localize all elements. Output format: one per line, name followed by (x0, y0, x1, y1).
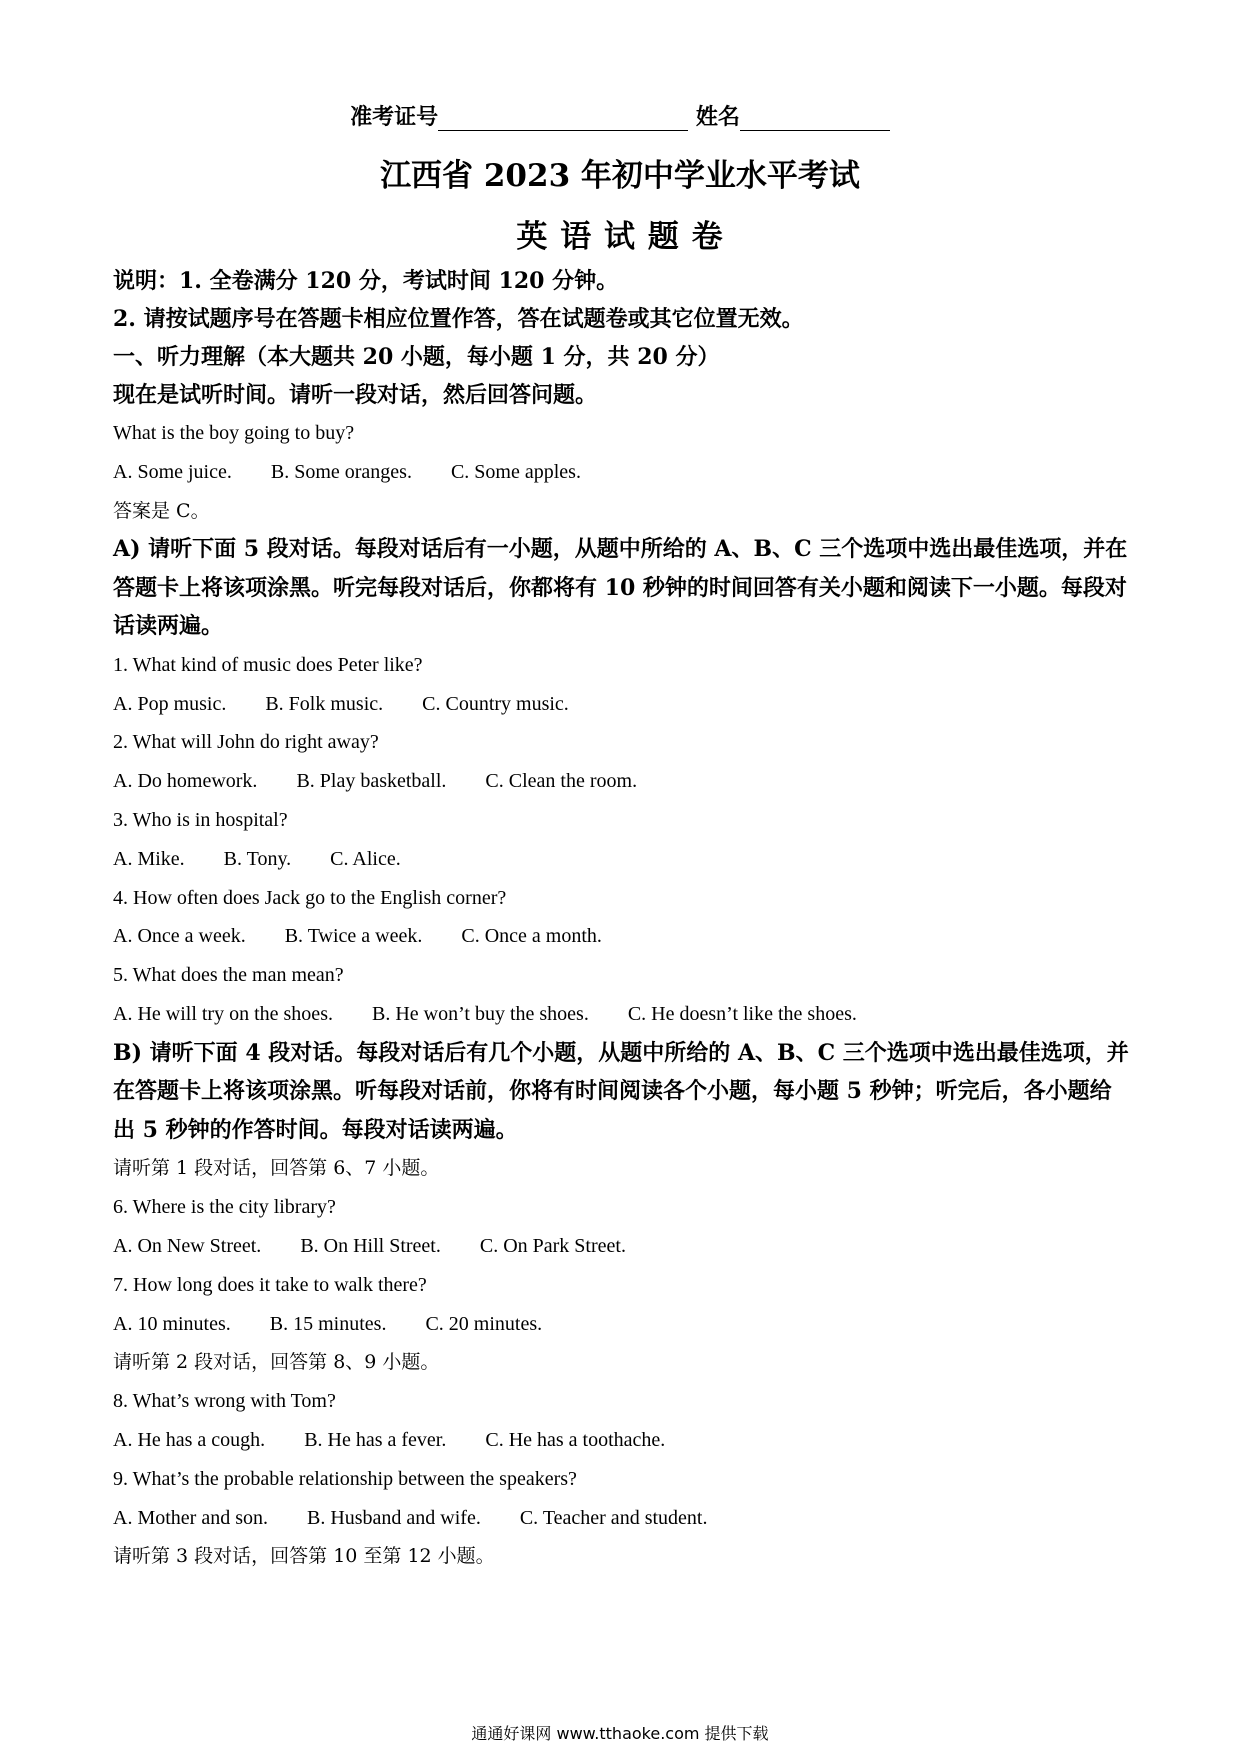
exam-title: 江西省 2023 年初中学业水平考试 (380, 158, 860, 194)
part-a-intro: A) 请听下面 5 段对话。每段对话后有一小题，从题中所给的 A、B、C 三个选项中选出最佳选项，并在答题卡上将该项涂黑。听完每段对话后，你都将有 10 秒钟的时间回答有关小题和阅读下一小题。每段对话读两遍。 (113, 536, 1128, 640)
option-c: C. Country music. (422, 692, 569, 715)
exam-number-label: 准考证号 (350, 104, 439, 130)
option-b: B. Play basketball. (296, 770, 447, 793)
question: 2. What will John do right away? (113, 731, 379, 754)
options-row (113, 1499, 1133, 1538)
question: 9. What’s the probable relationship between the speakers? (113, 1467, 577, 1490)
option-a: A. Mike. (113, 847, 185, 870)
option-b: B. Tony. (223, 847, 292, 870)
option-a: A. Mother and son. (113, 1506, 268, 1529)
option-a: A. Some juice. (113, 460, 232, 483)
option-b: B. Folk music. (265, 692, 384, 715)
trial-answer: 答案是 C。 (113, 499, 210, 522)
options-row (113, 917, 1133, 956)
instruction-line-2: 2. 请按试题序号在答题卡相应位置作答，答在试题卷或其它位置无效。 (113, 306, 804, 332)
trial-options (113, 453, 1133, 492)
option-c: C. Alice. (330, 847, 401, 870)
option-a: A. 10 minutes. (113, 1312, 231, 1335)
options-row (113, 840, 1133, 879)
dialogue-2-note: 请听第 2 段对话，回答第 8、9 小题。 (113, 1351, 440, 1374)
question: 4. How often does Jack go to the English corner? (113, 886, 507, 909)
option-b: B. Some oranges. (270, 460, 412, 483)
option-c: C. On Park Street. (479, 1234, 626, 1257)
question: 3. Who is in hospital? (113, 809, 288, 832)
option-c: C. Some apples. (450, 460, 581, 483)
question: 1. What kind of music does Peter like? (113, 653, 423, 676)
option-b: B. Twice a week. (284, 925, 423, 948)
option-c: C. Clean the room. (485, 770, 638, 793)
options-row (113, 1305, 1133, 1344)
footer-credit: 通通好课网 www.tthaoke.com 提供下载 (471, 1724, 769, 1743)
exam-subtitle: 英 语 试 题 卷 (516, 219, 724, 255)
option-a: A. He has a cough. (113, 1428, 266, 1451)
option-c: C. He has a toothache. (485, 1428, 666, 1451)
dialogue-1-note: 请听第 1 段对话，回答第 6、7 小题。 (113, 1157, 440, 1180)
question: 7. How long does it take to walk there? (113, 1273, 427, 1296)
option-a: A. He will try on the shoes. (113, 1003, 333, 1026)
option-b: B. He has a fever. (304, 1428, 447, 1451)
candidate-info-line (0, 100, 1240, 131)
option-b: B. On Hill Street. (300, 1234, 441, 1257)
option-a: A. Pop music. (113, 692, 227, 715)
instruction-line-1: 说明：1. 全卷满分 120 分，考试时间 120 分钟。 (113, 268, 619, 294)
exam-number-blank (438, 108, 688, 131)
trial-question: What is the boy going to buy? (113, 422, 355, 444)
option-b: B. Husband and wife. (306, 1506, 481, 1529)
option-b: B. 15 minutes. (269, 1312, 387, 1335)
name-label: 姓名 (695, 104, 740, 130)
question: 6. Where is the city library? (113, 1196, 336, 1219)
option-a: A. Once a week. (113, 925, 246, 948)
question: 5. What does the man mean? (113, 964, 344, 987)
option-a: A. Do homework. (113, 770, 258, 793)
options-row (113, 762, 1133, 801)
trial-intro: 现在是试听时间。请听一段对话，然后回答问题。 (113, 382, 598, 408)
part-a-questions (113, 646, 1133, 1034)
options-row (113, 1227, 1133, 1266)
option-c: C. He doesn’t like the shoes. (627, 1003, 857, 1026)
section-heading: 一、听力理解（本大题共 20 小题，每小题 1 分，共 20 分） (113, 344, 720, 370)
option-b: B. He won’t buy the shoes. (371, 1003, 589, 1026)
part-b-intro: B) 请听下面 4 段对话。每段对话后有几个小题，从题中所给的 A、B、C 三个选项中选出最佳选项，并在答题卡上将该项涂黑。听每段对话前，你将有时间阅读各个小题，每小题 5 秒钟；听完后，各小题给出 5 秒钟的作答时间。每段对话读两遍。 (113, 1039, 1129, 1143)
options-row (113, 685, 1133, 724)
option-a: A. On New Street. (113, 1234, 262, 1257)
option-c: C. Teacher and student. (519, 1506, 708, 1529)
exam-content (113, 262, 1133, 1576)
option-c: C. 20 minutes. (425, 1312, 543, 1335)
dialogue-3-note: 请听第 3 段对话，回答第 10 至第 12 小题。 (113, 1545, 495, 1568)
option-c: C. Once a month. (461, 925, 602, 948)
options-row (113, 995, 1133, 1034)
options-row (113, 1421, 1133, 1460)
name-blank (740, 108, 890, 131)
question: 8. What’s wrong with Tom? (113, 1390, 336, 1413)
